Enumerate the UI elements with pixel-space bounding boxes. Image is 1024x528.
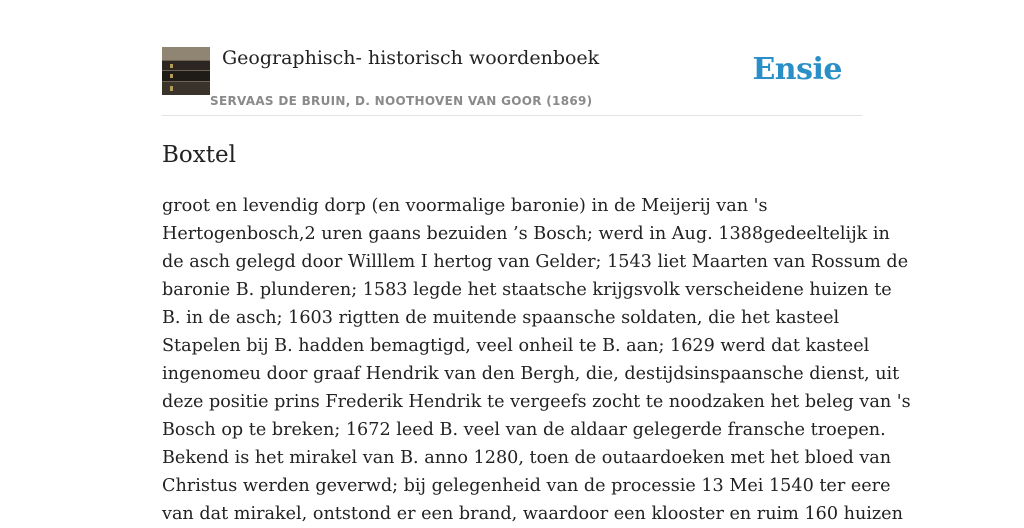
entry-body-line: de asch gelegd door Willlem I hertog van Gelder; 1543 liet Maarten van Rossum de [162,252,909,272]
entry-body-line: Hertogenbosch,2 uren gaans bezuiden ’s Bosch; werd in Aug. 1388gedeeltelijk in [162,224,890,244]
entry-body-line: Bekend is het mirakel van B. anno 1280, toen de outaardoeken met het bloed van [162,448,892,468]
book-avatar[interactable] [162,47,210,95]
entry-body-line: van dat mirakel, ontstond er een brand, waardoor een klooster en ruim 160 huizen [162,504,903,524]
content-container [162,0,911,524]
entry-header [162,0,862,116]
book-spines-icon [162,47,210,95]
entry-body-line: B. in de asch; 1603 rigtten de muitende spaansche soldaten, die het kasteel [162,308,840,328]
entry-body-line: ingenomeu door graaf Hendrik van den Bergh, die, destijdsinspaansche dienst, uit [162,364,900,384]
ensie-logo-link[interactable]: Ensie [752,52,842,87]
entry-body-line: Christus werden geverwd; bij gelegenheid van de processie 13 Mei 1540 ter eere [162,476,891,496]
entry-body-line: groot en levendig dorp (en voormalige baronie) in de Meijerij van 's [162,196,768,216]
book-author: SERVAAS DE BRUIN, D. NOOTHOVEN VAN GOOR (1869) [210,94,593,108]
entry-body-line: Bosch op te breken; 1672 leed B. veel van de aldaar gelegerde fransche troepen. [162,420,886,440]
entry-body [162,192,911,528]
entry-body-line: baronie B. plunderen; 1583 legde het staatsche krijgsvolk verscheidene huizen te [162,280,892,300]
entry-body-line: Stapelen bij B. hadden bemagtigd, veel onheil te B. aan; 1629 werd dat kasteel [162,336,870,356]
entry-body-line: deze positie prins Frederik Hendrik te vergeefs zocht te noodzaken het beleg van 's [162,392,911,412]
entry-title: Boxtel [162,142,236,168]
book-title[interactable]: Geographisch- historisch woordenboek [222,47,600,69]
